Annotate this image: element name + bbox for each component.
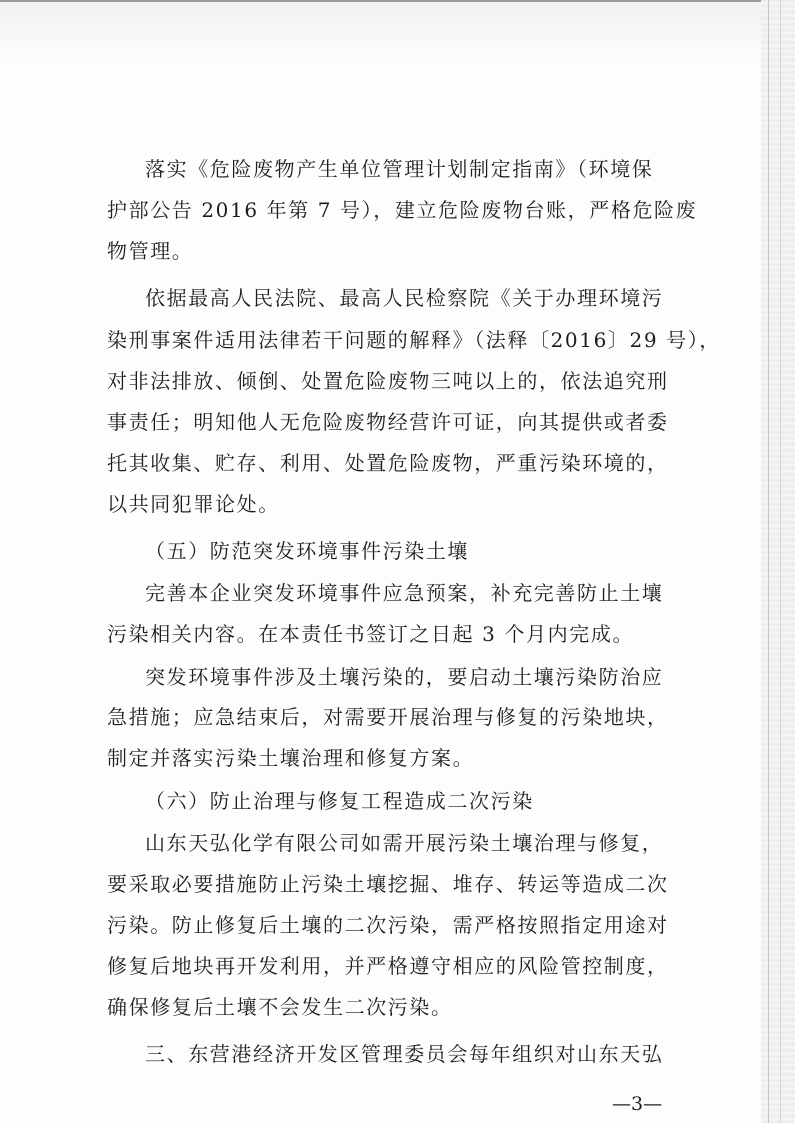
- text-line: 确保修复后土壤不会发生二次污染。: [107, 995, 453, 1019]
- text-line: 突发环境事件涉及土壤污染的，要启动土壤污染防治应: [145, 665, 664, 689]
- text-line: 依据最高人民法院、最高人民检察院《关于办理环境污: [145, 286, 664, 310]
- text-line: 落实《危险废物产生单位管理计划制定指南》（环境保: [145, 157, 654, 181]
- text-line: 托其收集、贮存、利用、处置危险废物，严重污染环境的，: [107, 451, 669, 475]
- section-heading: （六）防止治理与修复工程造成二次污染: [145, 789, 534, 813]
- text-line: 污染。防止修复后土壤的二次污染，需严格按照指定用途对: [107, 913, 669, 937]
- text-line: 山东天弘化学有限公司如需开展污染土壤治理与修复，: [145, 831, 664, 855]
- text-line: 修复后地块再开发利用，并严格遵守相应的风险管控制度，: [107, 954, 669, 978]
- text-line: 污染相关内容。在本责任书签订之日起 3 个月内完成。: [107, 622, 635, 646]
- page-number: —3—: [612, 1093, 663, 1115]
- text-line: 三、东营港经济开发区管理委员会每年组织对山东天弘: [145, 1042, 664, 1066]
- text-line: 物管理。: [107, 239, 194, 263]
- text-line: 要采取必要措施防止污染土壤挖掘、堆存、转运等造成二次: [107, 872, 669, 896]
- text-line: 急措施；应急结束后，对需要开展治理与修复的污染地块，: [107, 705, 669, 729]
- section-heading: （五）防范突发环境事件污染土壤: [145, 539, 469, 563]
- text-line: 对非法排放、倾倒、处置危险废物三吨以上的，依法追究刑: [107, 369, 669, 393]
- text-line: 制定并落实污染土壤治理和修复方案。: [107, 746, 475, 770]
- text-line: 完善本企业突发环境事件应急预案，补充完善防止土壤: [145, 581, 664, 605]
- text-line: 护部公告 2016 年第 7 号），建立危险废物台账，严格危险废: [107, 198, 698, 222]
- text-line: 事责任；明知他人无危险废物经营许可证，向其提供或者委: [107, 410, 669, 434]
- text-line: 染刑事案件适用法律若干问题的解释》（法释〔2016〕29 号），: [107, 328, 721, 352]
- text-line: 以共同犯罪论处。: [107, 492, 280, 516]
